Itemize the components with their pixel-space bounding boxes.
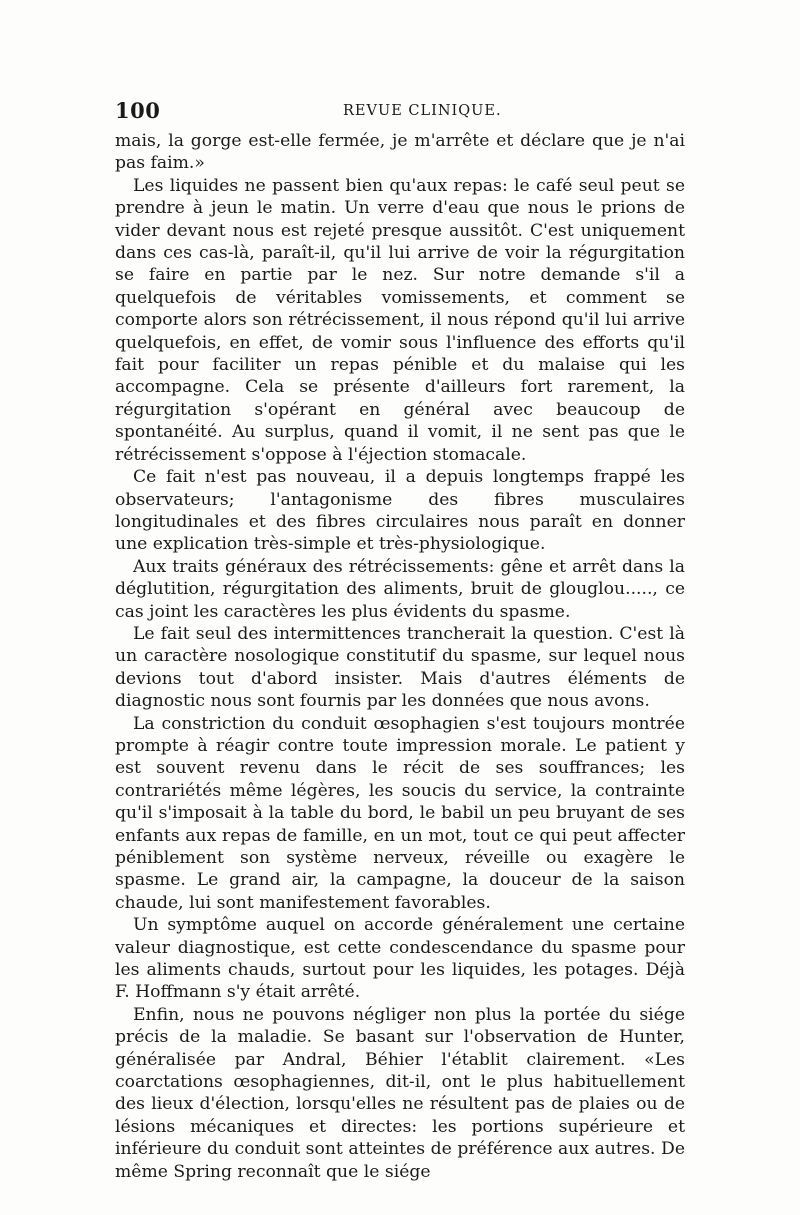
page-number: 100 (115, 98, 161, 123)
paragraph-continuation: mais, la gorge est-elle fermée, je m'arrête et déclare que je n'ai pas faim.» (115, 131, 685, 174)
paragraph-symptom: Un symptôme auquel on accorde généralement une certaine valeur diagnostique, est cette condescendance du spasme pour les aliments chauds, surtout pour les liquides, les potages. Déjà F. Hoffmann s'y était arrêté. (115, 915, 685, 1003)
paragraph-antagonism: Ce fait n'est pas nouveau, il a depuis longtemps frappé les observateurs; l'antagonisme des fibres musculaires longitudinales et des fibres circulaires nous paraît en donner une explication très-simple et très-physiologique. (115, 467, 685, 555)
paragraph-constriction: La constriction du conduit œsophagien s'est toujours montrée prompte à réagir contre toute impression morale. Le patient y est souvent revenu dans le récit de ses souffrances; les contrariétés même légères, les soucis du service, la contrainte qu'il s'imposait à la table du bord, le babil un peu bruyant de ses enfants aux repas de famille, en un mot, tout ce qui peut affecter péniblement son système nerveux, réveille ou exagère le spasme. Le grand air, la campagne, la douceur de la saison chaude, lui sont manifestement favorables. (115, 713, 685, 913)
page-header (115, 98, 685, 124)
paragraph-liquids: Les liquides ne passent bien qu'aux repas: le café seul peut se prendre à jeun le matin. Un verre d'eau que nous le prions de vider devant nous est rejeté presque aussitôt. C'est uniquement dans ces cas-là, paraît-il, qu'il lui arrive de voir la régurgitation se faire en partie par le nez. Sur notre demande s'il a quelquefois de véritables vomissements, et comment se comporte alors son rétrécissement, il nous répond qu'il lui arrive quelquefois, en effet, de vomir sous l'influence des efforts qu'il fait pour faciliter un repas pénible et du malaise qui les accompagne. Cela se présente d'ailleurs fort rarement, la régurgitation s'opérant en général avec beaucoup de spontanéité. Au surplus, quand il vomit, il ne sent pas que le rétrécissement s'oppose à l'éjection stomacale. (115, 175, 685, 465)
paragraph-intermittences: Le fait seul des intermittences trancherait la question. C'est là un caractère nosologique constitutif du spasme, sur lequel nous devions tout d'abord insister. Mais d'autres éléments de diagnostic nous sont fournis par les données que nous avons. (115, 623, 685, 712)
paragraph-site-of-disease: Enfin, nous ne pouvons négliger non plus la portée du siége précis de la maladie. Se basant sur l'observation de Hunter, généralisée par Andral, Béhier l'établit clairement. «Les coarctations œsophagiennes, dit-il, ont le plus habituellement des lieux d'élection, lorsqu'elles ne résultent pas de plaies ou de lésions mécaniques et directes: les portions supérieure et inférieure du conduit sont atteintes de préférence aux autres. De même Spring reconnaît que le siége (115, 1004, 685, 1182)
running-title: REVUE CLINIQUE. (343, 103, 502, 119)
paragraph-general-traits: Aux traits généraux des rétrécissements: gêne et arrêt dans la déglutition, régurgitation des aliments, bruit de glouglou....., ce cas joint les caractères les plus évidents du spasme. (115, 556, 685, 622)
body-text (115, 130, 685, 1183)
